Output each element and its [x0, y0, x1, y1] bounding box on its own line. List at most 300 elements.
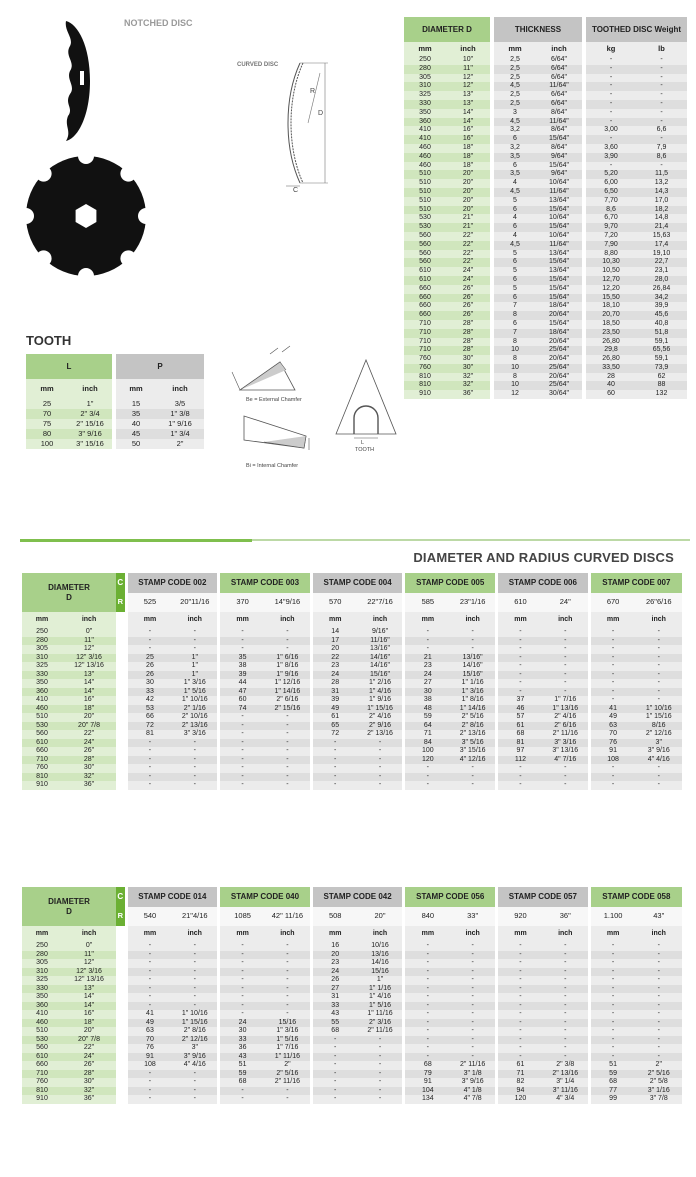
table-cell: -: [450, 628, 496, 637]
table-cell: 41: [589, 705, 635, 714]
radius-mm: 840: [404, 907, 450, 926]
table-cell: 13/16: [358, 951, 404, 960]
radius-inch: 43": [635, 907, 682, 926]
table-cell: 37: [497, 696, 543, 705]
table-cell: -: [404, 1044, 450, 1053]
unit-inch: inch: [543, 612, 589, 628]
table-cell: 1" 10/16: [172, 1010, 218, 1019]
table-cell: 100: [26, 439, 68, 449]
unit-inch: inch: [635, 612, 682, 628]
unit-mm: mm: [26, 379, 68, 399]
table-cell: 12": [446, 74, 492, 83]
table-cell: 3" 15/16: [68, 439, 114, 449]
table-cell: 2" 4/16: [358, 713, 404, 722]
table-cell: -: [172, 985, 218, 994]
table-cell: 9,70: [584, 223, 636, 232]
table-cell: 17,4: [636, 241, 687, 250]
table-cell: 1" 11/16: [265, 1053, 311, 1062]
table-cell: 44: [219, 679, 265, 688]
table-cell: 530: [22, 1036, 62, 1045]
table-row: [22, 679, 682, 688]
spacer: [116, 688, 126, 697]
table-cell: 36": [446, 390, 492, 399]
table-cell: 6: [492, 162, 536, 171]
unit-mm: mm: [589, 926, 635, 942]
table-cell: -: [497, 1036, 543, 1045]
table-cell: -: [635, 976, 682, 985]
table-cell: 28": [62, 756, 116, 765]
table-cell: 2" 3/8: [543, 1061, 589, 1070]
table-cell: 3,5: [492, 170, 536, 179]
table-cell: 46: [497, 705, 543, 714]
table-cell: 22,7: [636, 258, 687, 267]
table-cell: -: [543, 1010, 589, 1019]
table-cell: 1" 3/4: [156, 429, 204, 439]
stamp-header-row: [22, 573, 682, 593]
table-cell: 3,5: [492, 153, 536, 162]
table-cell: 6,6: [636, 126, 687, 135]
stamp-code-header: STAMP CODE 014: [126, 887, 219, 907]
table-cell: -: [172, 1095, 218, 1104]
table-cell: -: [404, 628, 450, 637]
table-cell: 59,1: [636, 338, 687, 347]
table-row: [404, 109, 687, 118]
table-cell: 2" 13/16: [358, 730, 404, 739]
table-cell: 20": [62, 713, 116, 722]
table-cell: -: [450, 1053, 496, 1062]
radius-mm: 570: [311, 593, 357, 612]
table-cell: -: [635, 959, 682, 968]
table-cell: 22": [446, 258, 492, 267]
table-cell: -: [497, 1019, 543, 1028]
table-cell: 61: [497, 722, 543, 731]
table-cell: 360: [404, 118, 446, 127]
table-cell: -: [219, 968, 265, 977]
table-cell: -: [404, 773, 450, 782]
table-cell: -: [636, 56, 687, 65]
table-cell: 4: [492, 214, 536, 223]
table-cell: -: [589, 628, 635, 637]
table-cell: 47: [219, 688, 265, 697]
table-cell: 4,5: [492, 241, 536, 250]
table-cell: -: [404, 951, 450, 960]
table-cell: -: [543, 1044, 589, 1053]
table-cell: -: [635, 942, 682, 951]
table-cell: -: [126, 764, 172, 773]
table-row: [404, 355, 687, 364]
table-cell: -: [358, 1036, 404, 1045]
table-cell: 8/64": [536, 126, 584, 135]
table-cell: 2" 11/16: [450, 1061, 496, 1070]
table-row: [22, 671, 682, 680]
table-cell: -: [265, 976, 311, 985]
table-cell: 8: [492, 338, 536, 347]
bi-label: Bi = Internal Chamfer: [246, 463, 299, 469]
table-cell: 57: [497, 713, 543, 722]
table-cell: -: [219, 637, 265, 646]
unit-mm: mm: [114, 379, 156, 399]
table-cell: 1" 9/16: [156, 419, 204, 429]
table-cell: 510: [22, 1027, 62, 1036]
table-cell: 3,00: [584, 126, 636, 135]
unit-inch: inch: [62, 926, 116, 942]
table-cell: -: [543, 942, 589, 951]
table-cell: -: [589, 662, 635, 671]
table-cell: 108: [126, 1061, 172, 1070]
tooth-table: [26, 354, 204, 449]
table-cell: 18/64": [536, 302, 584, 311]
table-cell: -: [126, 993, 172, 1002]
table-cell: -: [265, 645, 311, 654]
table-cell: 8/64": [536, 109, 584, 118]
table-row: [404, 214, 687, 223]
table-cell: 2" 3/16: [358, 1019, 404, 1028]
table-cell: -: [358, 739, 404, 748]
table-cell: -: [219, 1010, 265, 1019]
table-cell: 2" 5/8: [635, 1078, 682, 1087]
section-divider-accent: [20, 539, 252, 542]
table-cell: 7: [492, 329, 536, 338]
table-cell: -: [219, 976, 265, 985]
table-cell: 2" 11/16: [543, 730, 589, 739]
table-cell: 530: [22, 722, 62, 731]
table-row: [404, 329, 687, 338]
table-cell: -: [219, 942, 265, 951]
table-cell: 1" 4/16: [358, 993, 404, 1002]
table-cell: -: [265, 756, 311, 765]
table-cell: -: [497, 993, 543, 1002]
table-cell: -: [126, 739, 172, 748]
unit-inch: inch: [543, 926, 589, 942]
table-cell: 21: [404, 654, 450, 663]
table-cell: 63: [126, 1027, 172, 1036]
table-cell: -: [636, 135, 687, 144]
table-cell: -: [635, 654, 682, 663]
stamp-code-header: STAMP CODE 042: [311, 887, 404, 907]
table-cell: -: [543, 679, 589, 688]
unit-row: [22, 926, 682, 942]
table-cell: -: [219, 1002, 265, 1011]
table-cell: 660: [404, 302, 446, 311]
table-cell: 11": [62, 951, 116, 960]
table-cell: 38: [404, 696, 450, 705]
table-cell: 68: [219, 1078, 265, 1087]
table-cell: -: [172, 1078, 218, 1087]
table-cell: -: [172, 959, 218, 968]
table-cell: -: [126, 756, 172, 765]
table-cell: 8: [492, 373, 536, 382]
table-cell: 510: [404, 179, 446, 188]
table-cell: 710: [404, 329, 446, 338]
table-cell: 32": [446, 373, 492, 382]
table-cell: 14": [62, 993, 116, 1002]
table-cell: 4" 4/16: [172, 1061, 218, 1070]
table-cell: 5: [492, 250, 536, 259]
table-cell: -: [311, 1087, 357, 1096]
table-cell: 15/64": [536, 320, 584, 329]
table-row: [22, 637, 682, 646]
radius-row: [22, 907, 682, 926]
table-cell: 68: [589, 1078, 635, 1087]
table-cell: 1": [358, 976, 404, 985]
table-cell: 30": [62, 764, 116, 773]
table-cell: 6/64": [536, 65, 584, 74]
table-cell: 360: [22, 1002, 62, 1011]
table-row: [404, 91, 687, 100]
table-cell: -: [219, 1087, 265, 1096]
table-cell: 15/16": [358, 671, 404, 680]
table-cell: 2" 13/16: [172, 722, 218, 731]
table-row: [404, 74, 687, 83]
table-cell: -: [126, 976, 172, 985]
table-cell: -: [450, 764, 496, 773]
table-cell: -: [265, 628, 311, 637]
table-cell: -: [219, 1095, 265, 1104]
table-cell: -: [589, 976, 635, 985]
table-cell: 36": [62, 1095, 116, 1104]
table-cell: -: [126, 1087, 172, 1096]
table-cell: 48: [404, 705, 450, 714]
table-cell: -: [543, 968, 589, 977]
table-cell: 11/64": [536, 118, 584, 127]
table-cell: 20": [446, 206, 492, 215]
table-cell: 25/64": [536, 346, 584, 355]
table-cell: 3,2: [492, 126, 536, 135]
table-cell: 305: [22, 959, 62, 968]
diameter-header: [22, 573, 116, 612]
table-cell: -: [265, 730, 311, 739]
table-cell: 4: [492, 179, 536, 188]
table-row: [22, 1061, 682, 1070]
table-row: [22, 628, 682, 637]
table-cell: -: [358, 1095, 404, 1104]
table-cell: 12" 3/16: [62, 968, 116, 977]
weight-header: TOOTHED DISC Weight: [584, 17, 687, 42]
table-cell: 18/64": [536, 329, 584, 338]
table-cell: 3" 9/16: [450, 1078, 496, 1087]
table-row: [404, 135, 687, 144]
table-cell: -: [311, 773, 357, 782]
table-cell: 25: [126, 654, 172, 663]
table-cell: 3" 15/16: [450, 747, 496, 756]
table-cell: -: [450, 1044, 496, 1053]
stamp-header-row: [22, 887, 682, 907]
table-cell: 70: [26, 409, 68, 419]
table-cell: -: [126, 628, 172, 637]
table-cell: -: [172, 951, 218, 960]
table-cell: -: [497, 968, 543, 977]
table-cell: -: [635, 993, 682, 1002]
table-cell: 20": [446, 170, 492, 179]
table-cell: -: [126, 1070, 172, 1079]
table-cell: 8: [492, 311, 536, 320]
table-cell: -: [311, 739, 357, 748]
table-cell: -: [636, 162, 687, 171]
table-cell: 6/64": [536, 56, 584, 65]
unit-inch: inch: [265, 926, 311, 942]
table-cell: 33,50: [584, 364, 636, 373]
table-row: [26, 399, 204, 409]
table-cell: -: [126, 1078, 172, 1087]
table-cell: -: [219, 781, 265, 790]
table-cell: -: [543, 959, 589, 968]
table-cell: 3/5: [156, 399, 204, 409]
table-row: [26, 419, 204, 429]
table-cell: 2" 12/16: [635, 730, 682, 739]
table-row: [404, 188, 687, 197]
table-cell: 2" 13/16: [450, 730, 496, 739]
table-cell: 460: [22, 705, 62, 714]
table-cell: 15,50: [584, 294, 636, 303]
table-cell: 8: [492, 355, 536, 364]
thickness-header: THICKNESS: [492, 17, 584, 42]
unit-inch: inch: [450, 926, 496, 942]
table-cell: 1" 8/16: [265, 662, 311, 671]
table-row: [404, 65, 687, 74]
table-cell: 2" 6/16: [543, 722, 589, 731]
table-cell: 24": [446, 276, 492, 285]
table-cell: -: [543, 671, 589, 680]
table-cell: 15/64": [536, 258, 584, 267]
table-cell: 330: [22, 985, 62, 994]
table-cell: 13/16": [358, 645, 404, 654]
table-cell: 1" 9/16: [265, 671, 311, 680]
table-cell: 12,20: [584, 285, 636, 294]
table-cell: 3" 9/16: [172, 1053, 218, 1062]
table-cell: 1" 10/16: [635, 705, 682, 714]
unit-inch: inch: [62, 612, 116, 628]
table-cell: -: [450, 993, 496, 1002]
table-cell: -: [404, 1019, 450, 1028]
table-cell: -: [543, 1002, 589, 1011]
c-label: C: [116, 573, 126, 593]
table-cell: -: [450, 951, 496, 960]
table-cell: 1" 7/16: [543, 696, 589, 705]
table-cell: 51,8: [636, 329, 687, 338]
table-cell: 13/64": [536, 267, 584, 276]
table-cell: 6: [492, 276, 536, 285]
table-cell: 710: [404, 320, 446, 329]
internal-chamfer-diagram: [234, 408, 324, 458]
table-cell: 72: [311, 730, 357, 739]
spacer: [116, 976, 126, 985]
table-cell: -: [589, 773, 635, 782]
table-cell: -: [635, 1010, 682, 1019]
table-cell: -: [497, 662, 543, 671]
table-cell: -: [450, 781, 496, 790]
table-row: [404, 162, 687, 171]
table-cell: -: [172, 773, 218, 782]
table-row: [404, 179, 687, 188]
table-cell: -: [635, 764, 682, 773]
table-cell: 810: [22, 1087, 62, 1096]
table-cell: -: [404, 1053, 450, 1062]
table-cell: -: [589, 679, 635, 688]
table-cell: 26": [446, 311, 492, 320]
table-cell: -: [265, 1095, 311, 1104]
table-cell: -: [404, 1010, 450, 1019]
table-cell: 2" 5/16: [450, 713, 496, 722]
table-cell: -: [636, 65, 687, 74]
table-row: [404, 311, 687, 320]
table-cell: -: [404, 959, 450, 968]
table-cell: 33: [219, 1036, 265, 1045]
table-cell: 305: [22, 645, 62, 654]
table-cell: 10/64": [536, 214, 584, 223]
table-cell: 68: [404, 1061, 450, 1070]
spacer: [116, 1036, 126, 1045]
table-cell: 23: [311, 662, 357, 671]
table-cell: 21": [446, 223, 492, 232]
table-cell: 91: [404, 1078, 450, 1087]
table-row: [22, 764, 682, 773]
table-cell: -: [358, 1044, 404, 1053]
stamp-code-header: STAMP CODE 005: [404, 573, 497, 593]
table-cell: -: [635, 637, 682, 646]
table-cell: 13": [446, 100, 492, 109]
be-label: Be = External Chamfer: [246, 397, 302, 403]
table-row: [22, 942, 682, 951]
table-cell: 18": [62, 1019, 116, 1028]
table-cell: -: [635, 679, 682, 688]
table-cell: 2,5: [492, 91, 536, 100]
table-cell: 2,5: [492, 56, 536, 65]
table-cell: 26: [126, 662, 172, 671]
table-cell: -: [589, 1002, 635, 1011]
table-cell: 25/64": [536, 381, 584, 390]
table-cell: 510: [404, 197, 446, 206]
table-row: [22, 654, 682, 663]
table-cell: 76: [126, 1044, 172, 1053]
spacer: [116, 1070, 126, 1079]
r-label: R: [116, 907, 126, 926]
table-cell: 11": [62, 637, 116, 646]
table-cell: -: [404, 993, 450, 1002]
table-cell: 3" 1/16: [635, 1087, 682, 1096]
table-row: [22, 959, 682, 968]
table-cell: -: [450, 959, 496, 968]
table-cell: 1" 8/16: [450, 696, 496, 705]
table-cell: -: [543, 662, 589, 671]
table-cell: 2": [635, 1061, 682, 1070]
spacer: [116, 1010, 126, 1019]
table-cell: -: [265, 951, 311, 960]
table-cell: 2" 1/16: [172, 705, 218, 714]
stamp-code-header: STAMP CODE 003: [219, 573, 312, 593]
spacer: [116, 654, 126, 663]
table-cell: 51: [219, 1061, 265, 1070]
table-row: [404, 223, 687, 232]
table-cell: 30": [446, 355, 492, 364]
table-cell: -: [635, 968, 682, 977]
radius-inch: 42" 11/16: [265, 907, 311, 926]
table-cell: 1" 3/16: [172, 679, 218, 688]
table-cell: -: [311, 1095, 357, 1104]
table-cell: -: [404, 637, 450, 646]
table-cell: -: [265, 985, 311, 994]
table-cell: -: [497, 654, 543, 663]
spacer: [116, 1044, 126, 1053]
table-cell: 74: [219, 705, 265, 714]
table-cell: 18,2: [636, 206, 687, 215]
spacer: [116, 1019, 126, 1028]
table-cell: 16": [446, 135, 492, 144]
table-cell: 1" 10/16: [172, 696, 218, 705]
table-cell: 3,60: [584, 144, 636, 153]
table-cell: -: [635, 781, 682, 790]
table-row: [22, 705, 682, 714]
table-cell: 71: [404, 730, 450, 739]
